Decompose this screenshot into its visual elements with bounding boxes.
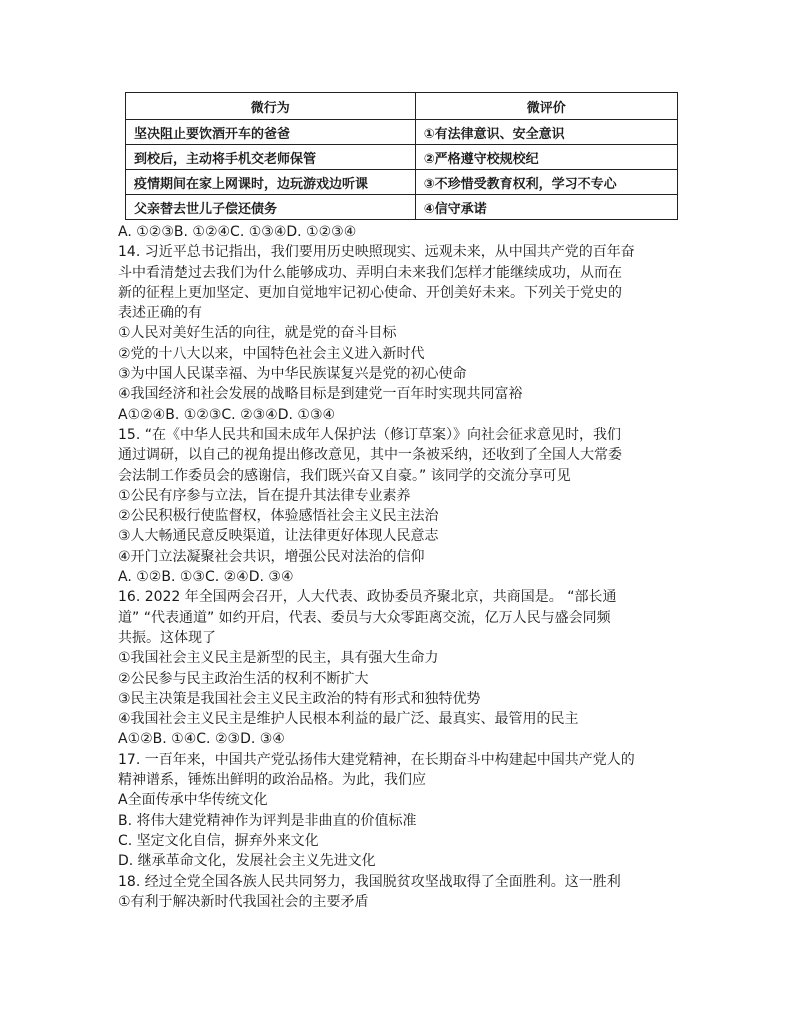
- question-stem-line: 会法制工作委员会的感谢信，我们既兴奋又自豪。” 该同学的交流分享可见: [118, 467, 571, 484]
- statement-item: ④我国社会主义民主是维护人民根本利益的最广泛、最真实、最管用的民主: [118, 711, 579, 728]
- question-stem-line: 道” “代表通道” 如约开启，代表、委员与大众零距离交流，亿万人民与盛会同频: [118, 609, 611, 626]
- table-header-row: [126, 93, 678, 120]
- statement-item: ①人民对美好生活的向往，就是党的奋斗目标: [118, 325, 397, 342]
- statement-item: ②公民参与民主政治生活的权利不断扩大: [118, 670, 369, 687]
- table-cell-behavior: 父亲替去世儿子偿还债务: [126, 195, 416, 220]
- question-14-options: A①②④B. ①②③C. ②③④D. ①③④: [118, 406, 336, 423]
- statement-item: ②公民积极行使监督权，体验感悟社会主义民主法治: [118, 508, 439, 525]
- question-stem-line: 共振。这体现了: [118, 629, 216, 646]
- answer-option: D. 继承革命文化，发展社会主义先进文化: [118, 853, 376, 870]
- statement-item: ③人大畅通民意反映渠道，让法律更好体现人民意志: [118, 528, 439, 545]
- question-15: [118, 425, 678, 587]
- table-cell-evaluation: ③不珍惜受教育权利，学习不专心: [415, 170, 677, 195]
- question-15-options: A. ①②B. ①③C. ②④D. ③④: [118, 569, 294, 586]
- answer-option: A全面传承中华传统文化: [118, 792, 268, 809]
- statement-item: ④开门立法凝聚社会共识，增强公民对法治的信仰: [118, 548, 425, 565]
- question-13-options: A. ①②③B. ①②④C. ①③④D. ①②③④: [118, 224, 357, 240]
- question-18: [118, 872, 678, 913]
- question-16-options: A①②B. ①④C. ②③D. ③④: [118, 731, 285, 748]
- question-stem-line: 精神谱系，锤炼出鲜明的政治品格。为此，我们应: [118, 772, 426, 789]
- statement-item: ②党的十八大以来，中国特色社会主义进入新时代: [118, 345, 425, 362]
- table-cell-evaluation: ④信守承诺: [415, 195, 677, 220]
- question-16: [118, 587, 678, 749]
- table-row: [126, 145, 678, 170]
- table-cell-evaluation: ①有法律意识、安全意识: [415, 120, 677, 145]
- question-stem-line: 15. “在《中华人民共和国未成年人保护法（修订草案）》向社会征求意见时，我们: [118, 426, 621, 443]
- question-stem-line: 16. 2022 年全国两会召开，人大代表、政协委员齐聚北京，共商国是。 “部长通: [118, 589, 617, 606]
- statement-item: ①我国社会主义民主是新型的民主，具有强大生命力: [118, 650, 439, 667]
- table-row: [126, 170, 678, 195]
- table-row: [126, 195, 678, 220]
- statement-item: ③为中国人民谋幸福、为中华民族谋复兴是党的初心使命: [118, 366, 467, 383]
- table-header-behavior: 微行为: [126, 93, 416, 120]
- statement-item: ④我国经济和社会发展的战略目标是到建党一百年时实现共同富裕: [118, 386, 523, 403]
- question-stem-line: 新的征程上更加坚定、更加自觉地牢记初心使命、开创美好未来。下列关于党史的: [118, 284, 622, 301]
- statement-item: ③民主决策是我国社会主义民主政治的特有形式和独特优势: [118, 690, 481, 707]
- question-stem-line: 通过调研，以自己的视角提出修改意见，其中一条被采纳，还收到了全国人大常委: [118, 447, 622, 464]
- table-cell-behavior: 到校后，主动将手机交老师保管: [126, 145, 416, 170]
- question-14: [118, 242, 678, 425]
- statement-item: ①公民有序参与立法，旨在提升其法律专业素养: [118, 487, 411, 504]
- table-row: [126, 120, 678, 145]
- table-cell-evaluation: ②严格遵守校规校纪: [415, 145, 677, 170]
- behavior-evaluation-table: [125, 92, 678, 220]
- exam-page: [118, 92, 678, 912]
- question-stem-line: 表述正确的有: [118, 305, 202, 322]
- table-cell-behavior: 疫情期间在家上网课时，边玩游戏边听课: [126, 170, 416, 195]
- table-header-evaluation: 微评价: [415, 93, 677, 120]
- table-cell-behavior: 坚决阻止要饮酒开车的爸爸: [126, 120, 416, 145]
- question-stem-line: 17. 一百年来，中国共产党弘扬伟大建党精神，在长期奋斗中构建起中国共产党人的: [118, 751, 635, 768]
- question-13: [118, 222, 678, 242]
- statement-item: ①有利于解决新时代我国社会的主要矛盾: [118, 893, 369, 910]
- answer-option: C. 坚定文化自信，摒弃外来文化: [118, 832, 319, 849]
- answer-option: B. 将伟大建党精神作为评判是非曲直的价值标准: [118, 812, 417, 829]
- question-17: [118, 750, 678, 872]
- question-stem-line: 14. 习近平总书记指出，我们要用历史映照现实、远观未来，从中国共产党的百年奋: [118, 244, 635, 261]
- question-stem-line: 18. 经过全党全国各族人民共同努力，我国脱贫攻坚战取得了全面胜利。这一胜利: [118, 873, 621, 890]
- question-stem-line: 斗中看清楚过去我们为什么能够成功、弄明白未来我们怎样才能继续成功，从而在: [118, 264, 622, 281]
